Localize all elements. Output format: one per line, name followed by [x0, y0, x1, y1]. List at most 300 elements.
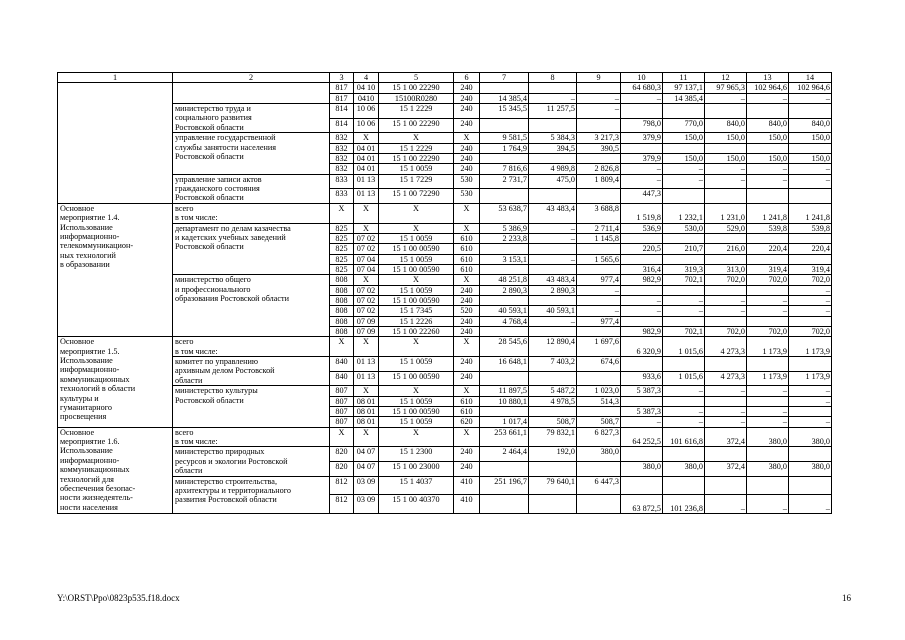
amount-cell: – — [621, 174, 663, 189]
activity-label-line: коммуникационных — [60, 465, 130, 475]
code-cell: 825 — [330, 223, 354, 233]
amount-cell — [621, 476, 663, 495]
table-row — [58, 447, 832, 462]
amount-cell: 101 236,8 — [663, 495, 705, 514]
executor-line: министерство культуры — [175, 386, 258, 396]
amount-cell — [480, 153, 529, 163]
code-cell: 520 — [454, 306, 480, 316]
code-cell: 807 — [330, 386, 354, 396]
code-cell: 15 1 0059 — [379, 254, 454, 264]
amount-cell: 216,0 — [705, 244, 747, 254]
executor-line: министерство общего — [175, 275, 251, 285]
code-cell: 15 1 7345 — [379, 306, 454, 316]
code-cell: X — [379, 133, 454, 143]
amount-cell: – — [705, 417, 747, 427]
code-cell: 817 — [330, 83, 354, 93]
amount-cell: 1 697,6 — [577, 337, 621, 357]
amount-cell — [577, 264, 621, 274]
code-cell: 07 02 — [354, 295, 379, 305]
amount-cell — [663, 476, 705, 495]
amount-cell: 97 965,3 — [705, 83, 747, 93]
code-cell: 832 — [330, 143, 354, 153]
amount-cell: 150,0 — [747, 153, 789, 163]
amount-cell: 220,4 — [747, 244, 789, 254]
amount-cell — [621, 254, 663, 264]
amount-cell: 210,7 — [663, 244, 705, 254]
code-cell: 01 13 — [354, 189, 379, 204]
amount-cell: 319,4 — [789, 264, 832, 274]
code-cell: X — [454, 275, 480, 285]
header-cell: 6 — [454, 73, 480, 83]
amount-cell: – — [621, 417, 663, 427]
code-cell: 04 07 — [354, 447, 379, 462]
executor-line: области — [175, 375, 203, 385]
amount-cell — [621, 233, 663, 243]
amount-cell: 79 832,1 — [529, 427, 577, 447]
amount-cell: – — [789, 295, 832, 305]
amount-cell: 2 233,8 — [480, 233, 529, 243]
code-cell: 833 — [330, 189, 354, 204]
amount-cell — [480, 83, 529, 93]
amount-cell — [705, 143, 747, 153]
code-cell: 15 1 00 22260 — [379, 326, 454, 336]
amount-cell: 372,4 — [705, 427, 747, 447]
code-cell: 240 — [454, 357, 480, 372]
code-cell: 15 1 00 23000 — [379, 462, 454, 477]
amount-cell: 150,0 — [789, 133, 832, 143]
code-cell: 15 1 00 00590 — [379, 244, 454, 254]
executor-line: департамент по делам казачества — [175, 223, 291, 233]
amount-cell: – — [789, 396, 832, 406]
amount-cell: 28 545,6 — [480, 337, 529, 357]
code-cell: X — [330, 427, 354, 447]
amount-cell — [577, 406, 621, 416]
amount-cell: 539,8 — [789, 223, 832, 233]
amount-cell: 2 711,4 — [577, 223, 621, 233]
code-cell: X — [354, 275, 379, 285]
amount-cell: 1 173,9 — [789, 337, 832, 357]
amount-cell: 372,4 — [705, 462, 747, 477]
code-cell: 610 — [454, 233, 480, 243]
code-cell: 530 — [454, 174, 480, 189]
code-cell: 240 — [454, 153, 480, 163]
page-number: 16 — [842, 593, 851, 603]
code-cell: 15100R0280 — [379, 93, 454, 103]
amount-cell: 380,0 — [747, 462, 789, 477]
code-cell: 808 — [330, 326, 354, 336]
amount-cell: 4 768,4 — [480, 316, 529, 326]
amount-cell — [663, 233, 705, 243]
amount-cell: 702,0 — [789, 326, 832, 336]
amount-cell: – — [705, 406, 747, 416]
amount-cell: 1 023,0 — [577, 386, 621, 396]
amount-cell: 380,0 — [621, 462, 663, 477]
code-cell: 15 1 0059 — [379, 233, 454, 243]
executor-cell — [173, 386, 330, 427]
amount-cell: 150,0 — [705, 153, 747, 163]
amount-cell — [705, 447, 747, 462]
amount-cell: 11 897,5 — [480, 386, 529, 396]
code-cell: 10 06 — [354, 104, 379, 119]
amount-cell — [789, 233, 832, 243]
code-cell: 15 1 2229 — [379, 143, 454, 153]
header-cell: 10 — [621, 73, 663, 83]
amount-cell: 2 826,8 — [577, 164, 621, 174]
amount-cell: 840,0 — [705, 118, 747, 133]
amount-cell: 2 890,3 — [480, 285, 529, 295]
amount-cell: – — [705, 306, 747, 316]
code-cell: 15 1 00 00590 — [379, 406, 454, 416]
code-cell: 07 02 — [354, 233, 379, 243]
code-cell: 832 — [330, 153, 354, 163]
header-cell: 3 — [330, 73, 354, 83]
code-cell: 08 01 — [354, 396, 379, 406]
executor-line: области — [175, 466, 203, 476]
amount-cell: 380,0 — [789, 462, 832, 477]
amount-cell: 982,9 — [621, 326, 663, 336]
amount-cell: 10 880,1 — [480, 396, 529, 406]
amount-cell: 16 648,1 — [480, 357, 529, 372]
amount-cell — [789, 447, 832, 462]
code-cell: 15 1 2300 — [379, 447, 454, 462]
executor-line: и кадетских учебных заведений — [175, 232, 286, 242]
header-cell: 2 — [173, 73, 330, 83]
amount-cell — [789, 143, 832, 153]
amount-cell — [529, 462, 577, 477]
amount-cell: 316,4 — [621, 264, 663, 274]
amount-cell: 2 464,4 — [480, 447, 529, 462]
table-row — [58, 275, 832, 285]
code-cell: 08 01 — [354, 417, 379, 427]
code-cell: X — [330, 203, 354, 223]
amount-cell: 977,4 — [577, 316, 621, 326]
amount-cell — [480, 406, 529, 416]
amount-cell — [577, 495, 621, 514]
amount-cell: 702,0 — [747, 326, 789, 336]
amount-cell: – — [747, 306, 789, 316]
activity-label-line: мероприятие 1.5. — [60, 346, 120, 356]
code-cell: 820 — [330, 447, 354, 462]
amount-cell — [663, 285, 705, 295]
budget-table — [57, 72, 832, 514]
amount-cell: – — [705, 174, 747, 189]
amount-cell: – — [663, 306, 705, 316]
code-cell: 825 — [330, 264, 354, 274]
amount-cell — [529, 83, 577, 93]
amount-cell — [747, 285, 789, 295]
amount-cell: 253 661,1 — [480, 427, 529, 447]
amount-cell: 1 519,8 — [621, 203, 663, 223]
amount-cell — [747, 316, 789, 326]
code-cell: 240 — [454, 118, 480, 133]
code-cell: 240 — [454, 295, 480, 305]
activity-label-cell — [58, 337, 173, 427]
executor-line: Ростовской области — [175, 193, 244, 203]
amount-cell: – — [747, 174, 789, 189]
activity-label-line: Использование — [60, 222, 113, 232]
amount-cell — [789, 476, 832, 495]
code-cell: 610 — [454, 254, 480, 264]
code-cell: X — [379, 223, 454, 233]
activity-label-line: обеспечения безопас- — [60, 483, 136, 493]
amount-cell: – — [789, 417, 832, 427]
amount-cell: 7 403,2 — [529, 357, 577, 372]
executor-cell — [173, 427, 330, 447]
amount-cell: 43 483,4 — [529, 203, 577, 223]
table-row — [58, 357, 832, 372]
code-cell: 07 02 — [354, 285, 379, 295]
amount-cell: 150,0 — [663, 133, 705, 143]
code-cell: 240 — [454, 83, 480, 93]
amount-cell: – — [705, 93, 747, 103]
amount-cell: – — [747, 406, 789, 416]
amount-cell — [529, 264, 577, 274]
code-cell: 15 1 00 00590 — [379, 264, 454, 274]
code-cell: 808 — [330, 295, 354, 305]
activity-label-line: в образовании — [60, 260, 110, 270]
amount-cell: 150,0 — [663, 153, 705, 163]
code-cell: X — [354, 223, 379, 233]
amount-cell: 380,0 — [577, 447, 621, 462]
table-row — [58, 386, 832, 396]
amount-cell — [480, 371, 529, 386]
executor-line: в том числе: — [175, 346, 218, 356]
code-cell: 15 1 00 22290 — [379, 118, 454, 133]
code-cell: 15 1 00 22290 — [379, 83, 454, 93]
amount-cell — [577, 189, 621, 204]
amount-cell: – — [621, 295, 663, 305]
amount-cell: 390,5 — [577, 143, 621, 153]
amount-cell: 319,3 — [663, 264, 705, 274]
amount-cell: 14 385,4 — [480, 93, 529, 103]
executor-line: комитет по управлению — [175, 357, 258, 367]
amount-cell: 6 320,9 — [621, 337, 663, 357]
code-cell: X — [454, 337, 480, 357]
code-cell: 01 13 — [354, 357, 379, 372]
executor-line: службы занятости населения — [175, 142, 277, 152]
amount-cell — [747, 189, 789, 204]
code-cell: X — [379, 203, 454, 223]
amount-cell: 674,6 — [577, 357, 621, 372]
code-cell: X — [454, 133, 480, 143]
amount-cell: – — [789, 93, 832, 103]
code-cell: 01 13 — [354, 174, 379, 189]
table-row — [58, 476, 832, 495]
code-cell: 840 — [330, 357, 354, 372]
code-cell: X — [454, 427, 480, 447]
amount-cell — [747, 233, 789, 243]
code-cell: 04 01 — [354, 153, 379, 163]
code-cell: X — [454, 223, 480, 233]
code-cell: 15 1 2226 — [379, 316, 454, 326]
table-row — [58, 337, 832, 357]
code-cell: 07 02 — [354, 306, 379, 316]
amount-cell: 977,4 — [577, 275, 621, 285]
code-cell: 610 — [454, 406, 480, 416]
code-cell: 15 1 00 40370 — [379, 495, 454, 514]
table-row — [58, 223, 832, 233]
executor-cell — [173, 357, 330, 386]
activity-label-line: технологий в области — [60, 384, 136, 394]
header-cell: 5 — [379, 73, 454, 83]
amount-cell — [529, 295, 577, 305]
amount-cell: 64 680,3 — [621, 83, 663, 93]
amount-cell: 40 593,1 — [529, 306, 577, 316]
amount-cell: 150,0 — [789, 153, 832, 163]
executor-line: министерство природных — [175, 447, 265, 457]
amount-cell — [529, 495, 577, 514]
amount-cell: – — [789, 386, 832, 396]
amount-cell — [663, 447, 705, 462]
amount-cell — [480, 495, 529, 514]
amount-cell — [663, 316, 705, 326]
code-cell: 840 — [330, 371, 354, 386]
amount-cell — [747, 447, 789, 462]
amount-cell — [577, 371, 621, 386]
amount-cell — [621, 143, 663, 153]
amount-cell: 102 964,6 — [789, 83, 832, 93]
activity-label-line: информационно- — [60, 365, 120, 375]
amount-cell — [747, 104, 789, 119]
executor-line: в том числе: — [175, 213, 218, 223]
table-row — [58, 203, 832, 223]
amount-cell: – — [789, 495, 832, 514]
executor-cell — [173, 174, 330, 203]
amount-cell: 5 384,3 — [529, 133, 577, 143]
header-row — [58, 73, 832, 83]
activity-label-line: мероприятие 1.4. — [60, 213, 120, 223]
amount-cell: 4 273,3 — [705, 337, 747, 357]
code-cell: 832 — [330, 164, 354, 174]
amount-cell: 2 890,3 — [529, 285, 577, 295]
amount-cell — [621, 447, 663, 462]
amount-cell — [529, 371, 577, 386]
code-cell: 807 — [330, 417, 354, 427]
amount-cell: 4 273,3 — [705, 371, 747, 386]
amount-cell — [747, 357, 789, 372]
code-cell: X — [354, 203, 379, 223]
code-cell: 814 — [330, 104, 354, 119]
amount-cell: 702,1 — [663, 275, 705, 285]
code-cell: 812 — [330, 476, 354, 495]
amount-cell: 379,9 — [621, 133, 663, 143]
amount-cell: 1 017,4 — [480, 417, 529, 427]
code-cell: X — [354, 133, 379, 143]
executor-cell — [173, 337, 330, 357]
executor-line: управление записи актов — [175, 174, 262, 184]
amount-cell: 380,0 — [789, 427, 832, 447]
code-cell: 240 — [454, 462, 480, 477]
amount-cell: – — [705, 386, 747, 396]
amount-cell: – — [577, 285, 621, 295]
header-cell: 7 — [480, 73, 529, 83]
amount-cell: – — [529, 233, 577, 243]
code-cell: 240 — [454, 143, 480, 153]
activity-label-line: Использование — [60, 356, 113, 366]
amount-cell: 6 447,3 — [577, 476, 621, 495]
code-cell: 240 — [454, 285, 480, 295]
code-cell: 04 01 — [354, 143, 379, 153]
amount-cell: 102 964,6 — [747, 83, 789, 93]
code-cell: 08 01 — [354, 406, 379, 416]
code-cell: 04 10 — [354, 83, 379, 93]
amount-cell: – — [621, 93, 663, 103]
executor-line: управление государственной — [175, 133, 276, 143]
amount-cell: – — [663, 295, 705, 305]
amount-cell: 220,4 — [789, 244, 832, 254]
amount-cell: 529,0 — [705, 223, 747, 233]
amount-cell: 14 385,4 — [663, 93, 705, 103]
code-cell: 07 09 — [354, 326, 379, 336]
code-cell: 814 — [330, 118, 354, 133]
amount-cell — [789, 189, 832, 204]
code-cell: 15 1 00 00590 — [379, 371, 454, 386]
amount-cell: 3 153,1 — [480, 254, 529, 264]
table-row — [58, 133, 832, 143]
amount-cell — [480, 462, 529, 477]
code-cell: 15 1 0059 — [379, 417, 454, 427]
amount-cell: – — [789, 285, 832, 295]
code-cell: 817 — [330, 93, 354, 103]
amount-cell: 508,7 — [577, 417, 621, 427]
executor-cell — [173, 104, 330, 133]
code-cell: 04 01 — [354, 164, 379, 174]
executor-line: архитектуры и территориального — [175, 485, 291, 495]
amount-cell: – — [705, 295, 747, 305]
amount-cell — [705, 254, 747, 264]
amount-cell — [577, 244, 621, 254]
amount-cell: 394,5 — [529, 143, 577, 153]
code-cell: 410 — [454, 476, 480, 495]
activity-label-cell — [58, 83, 173, 203]
amount-cell: 1 241,8 — [789, 203, 832, 223]
code-cell: X — [379, 275, 454, 285]
executor-line: всего — [175, 337, 194, 347]
amount-cell: 840,0 — [789, 118, 832, 133]
activity-label-line: гуманитарного — [60, 403, 112, 413]
amount-cell: 63 872,5 — [621, 495, 663, 514]
activity-label-line: информационно- — [60, 455, 120, 465]
amount-cell: – — [663, 164, 705, 174]
amount-cell: 530,0 — [663, 223, 705, 233]
executor-cell — [173, 203, 330, 223]
executor-line: ресурсов и экологии Ростовской — [175, 456, 288, 466]
amount-cell: – — [529, 93, 577, 103]
code-cell: 820 — [330, 462, 354, 477]
amount-cell — [529, 118, 577, 133]
executor-cell — [173, 447, 330, 476]
activity-label-cell — [58, 203, 173, 337]
amount-cell — [529, 244, 577, 254]
activity-label-cell — [58, 427, 173, 514]
executor-line: образования Ростовской области — [175, 294, 289, 304]
code-cell: X — [379, 337, 454, 357]
amount-cell — [789, 357, 832, 372]
amount-cell: 380,0 — [663, 462, 705, 477]
amount-cell: 97 137,1 — [663, 83, 705, 93]
amount-cell — [480, 244, 529, 254]
code-cell: 807 — [330, 396, 354, 406]
activity-label-line: мероприятие 1.6. — [60, 437, 120, 447]
amount-cell: 15 345,5 — [480, 104, 529, 119]
code-cell: 240 — [454, 164, 480, 174]
amount-cell — [747, 254, 789, 264]
amount-cell: 1 015,6 — [663, 371, 705, 386]
code-cell: 240 — [454, 316, 480, 326]
amount-cell — [577, 326, 621, 336]
activity-label-line: Основное — [60, 203, 95, 213]
table-row — [58, 83, 832, 93]
